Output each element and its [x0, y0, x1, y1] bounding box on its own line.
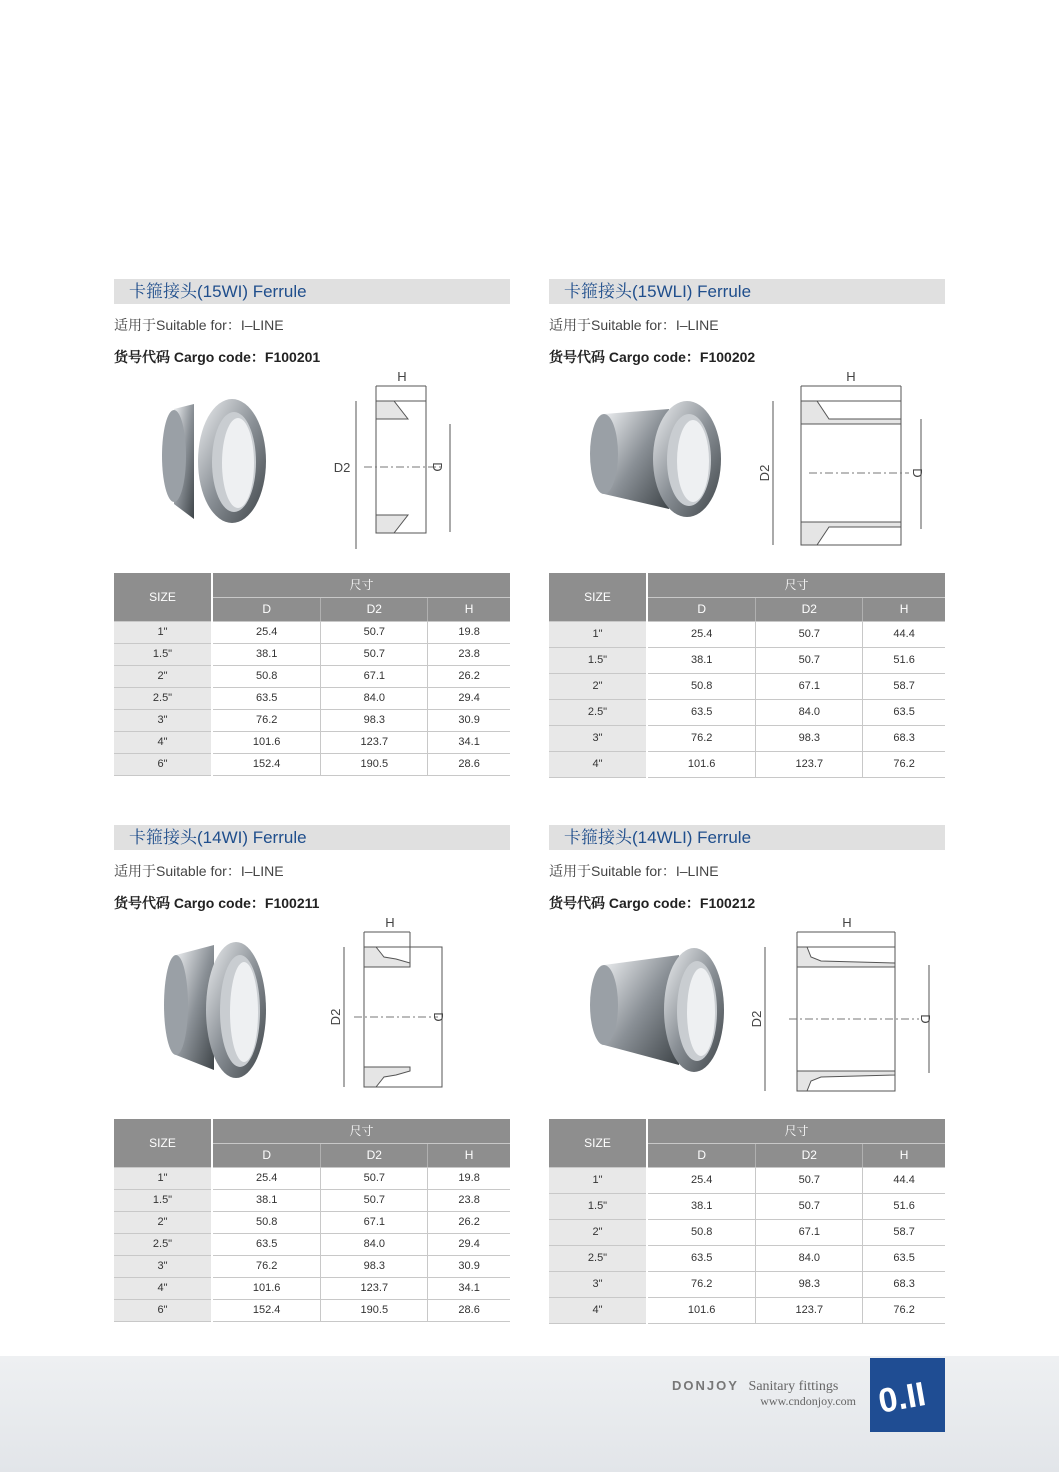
- dim-d-label: D: [431, 1012, 446, 1022]
- h-cell: 58.7: [863, 673, 945, 699]
- table-row: [549, 1193, 945, 1219]
- h-cell: 51.6: [863, 647, 945, 673]
- h-cell: 30.9: [428, 709, 510, 731]
- size-cell: 4": [114, 731, 212, 753]
- logo-text: 0.II: [875, 1375, 929, 1421]
- spec-table: [114, 573, 510, 776]
- size-cell: 3": [549, 1271, 647, 1297]
- d-cell: 76.2: [647, 725, 756, 751]
- size-cell: 2": [114, 1211, 212, 1233]
- dimension-header: 尺寸: [212, 1119, 510, 1143]
- h-cell: 23.8: [428, 1189, 510, 1211]
- table-row: [549, 725, 945, 751]
- table-row: [549, 1167, 945, 1193]
- section-title: 卡箍接头(14WI) Ferrule: [114, 825, 510, 850]
- d-cell: 101.6: [212, 731, 321, 753]
- d2-cell: 98.3: [321, 709, 428, 731]
- cargo-code: 货号代码 Cargo code：F100212: [549, 895, 756, 911]
- d-cell: 25.4: [647, 621, 756, 647]
- size-cell: 3": [114, 1255, 212, 1277]
- table-row: [114, 1211, 510, 1233]
- d2-cell: 190.5: [321, 1299, 428, 1321]
- product-section-15wi: [114, 279, 510, 770]
- d-cell: 38.1: [212, 643, 321, 665]
- col-h: H: [428, 597, 510, 621]
- d-cell: 50.8: [647, 673, 756, 699]
- table-row: [114, 731, 510, 753]
- d-cell: 152.4: [212, 753, 321, 775]
- d-cell: 76.2: [212, 709, 321, 731]
- size-cell: 1": [114, 1167, 212, 1189]
- table-row: [114, 643, 510, 665]
- col-h: H: [863, 597, 945, 621]
- size-cell: 2.5": [114, 687, 212, 709]
- col-d: D: [212, 597, 321, 621]
- d-cell: 63.5: [647, 699, 756, 725]
- d2-cell: 190.5: [321, 753, 428, 775]
- d2-cell: 67.1: [321, 1211, 428, 1233]
- h-cell: 26.2: [428, 665, 510, 687]
- d2-cell: 98.3: [756, 725, 863, 751]
- spec-table: [114, 1119, 510, 1322]
- h-cell: 29.4: [428, 687, 510, 709]
- dim-d-label: D: [910, 468, 925, 478]
- product-illustration: [549, 915, 945, 1125]
- size-cell: 4": [114, 1277, 212, 1299]
- d-cell: 25.4: [212, 1167, 321, 1189]
- d2-cell: 123.7: [756, 751, 863, 777]
- table-row: [549, 647, 945, 673]
- d2-cell: 50.7: [321, 643, 428, 665]
- col-h: H: [863, 1143, 945, 1167]
- h-cell: 76.2: [863, 1297, 945, 1323]
- d-cell: 50.8: [647, 1219, 756, 1245]
- table-row: [549, 751, 945, 777]
- d2-cell: 50.7: [756, 621, 863, 647]
- product-section-14wi: [114, 825, 510, 1316]
- d2-cell: 84.0: [321, 687, 428, 709]
- size-header: SIZE: [114, 1119, 212, 1167]
- h-cell: 63.5: [863, 1245, 945, 1271]
- product-section-14wli: [549, 825, 945, 1316]
- table-row: [549, 1219, 945, 1245]
- d2-cell: 50.7: [756, 647, 863, 673]
- spec-table: [549, 573, 945, 778]
- brand-name: DONJOY: [672, 1378, 739, 1393]
- table-row: [114, 1255, 510, 1277]
- size-cell: 1.5": [549, 647, 647, 673]
- col-d: D: [647, 597, 756, 621]
- table-row: [114, 1233, 510, 1255]
- table-row: [114, 753, 510, 775]
- d2-cell: 84.0: [756, 699, 863, 725]
- d2-cell: 84.0: [756, 1245, 863, 1271]
- ferrule-section-drawing: [749, 369, 1059, 569]
- d2-cell: 123.7: [756, 1297, 863, 1323]
- size-cell: 1.5": [114, 1189, 212, 1211]
- h-cell: 58.7: [863, 1219, 945, 1245]
- table-row: [114, 687, 510, 709]
- table-row: [114, 709, 510, 731]
- d-cell: 63.5: [212, 687, 321, 709]
- d-cell: 63.5: [212, 1233, 321, 1255]
- suitable-for-text: 适用于Suitable for：I–LINE: [549, 317, 719, 333]
- h-cell: 30.9: [428, 1255, 510, 1277]
- cargo-code: 货号代码 Cargo code：F100211: [114, 895, 320, 911]
- table-row: [114, 1167, 510, 1189]
- spec-table: [549, 1119, 945, 1324]
- h-cell: 28.6: [428, 1299, 510, 1321]
- size-cell: 2": [114, 665, 212, 687]
- dim-h-label: H: [397, 369, 407, 384]
- suitable-for-text: 适用于Suitable for：I–LINE: [549, 863, 719, 879]
- h-cell: 23.8: [428, 643, 510, 665]
- h-cell: 68.3: [863, 725, 945, 751]
- h-cell: 63.5: [863, 699, 945, 725]
- h-cell: 68.3: [863, 1271, 945, 1297]
- h-cell: 44.4: [863, 1167, 945, 1193]
- website-text: www.cndonjoy.com: [760, 1394, 856, 1408]
- h-cell: 34.1: [428, 1277, 510, 1299]
- section-title: 卡箍接头(15WLI) Ferrule: [549, 279, 945, 304]
- table-row: [549, 1271, 945, 1297]
- size-cell: 1": [114, 621, 212, 643]
- size-cell: 1.5": [114, 643, 212, 665]
- size-cell: 1": [549, 1167, 647, 1193]
- col-d: D: [647, 1143, 756, 1167]
- h-cell: 19.8: [428, 621, 510, 643]
- dim-d2-label: D2: [757, 464, 772, 482]
- d-cell: 50.8: [212, 665, 321, 687]
- suitable-for-text: 适用于Suitable for：I–LINE: [114, 317, 284, 333]
- d2-cell: 50.7: [321, 1167, 428, 1189]
- brand-line: [672, 1378, 838, 1395]
- size-header: SIZE: [549, 1119, 647, 1167]
- col-d2: D2: [321, 597, 428, 621]
- section-title: 卡箍接头(15WI) Ferrule: [114, 279, 510, 304]
- d-cell: 25.4: [212, 621, 321, 643]
- h-cell: 76.2: [863, 751, 945, 777]
- table-row: [549, 1297, 945, 1323]
- dimension-header: 尺寸: [647, 573, 945, 597]
- d2-cell: 50.7: [321, 621, 428, 643]
- d2-cell: 84.0: [321, 1233, 428, 1255]
- h-cell: 44.4: [863, 621, 945, 647]
- dim-d2-label: D2: [749, 1010, 764, 1028]
- dim-h-label: H: [842, 915, 852, 930]
- col-d2: D2: [756, 1143, 863, 1167]
- d2-cell: 50.7: [756, 1193, 863, 1219]
- d-cell: 101.6: [647, 751, 756, 777]
- d-cell: 50.8: [212, 1211, 321, 1233]
- d2-cell: 98.3: [756, 1271, 863, 1297]
- size-cell: 1.5": [549, 1193, 647, 1219]
- table-row: [549, 673, 945, 699]
- d-cell: 101.6: [647, 1297, 756, 1323]
- dim-h-label: H: [385, 915, 395, 930]
- d-cell: 101.6: [212, 1277, 321, 1299]
- d2-cell: 50.7: [756, 1167, 863, 1193]
- h-cell: 51.6: [863, 1193, 945, 1219]
- logo-icon: [870, 1358, 945, 1432]
- dim-d-label: D: [918, 1014, 933, 1024]
- table-row: [549, 1245, 945, 1271]
- d-cell: 38.1: [212, 1189, 321, 1211]
- dim-d2-label: D2: [333, 460, 351, 475]
- d-cell: 76.2: [647, 1271, 756, 1297]
- product-section-15wli: [549, 279, 945, 770]
- dimension-header: 尺寸: [647, 1119, 945, 1143]
- dim-d-label: D: [430, 462, 445, 472]
- logo-mark: [870, 1358, 945, 1432]
- d-cell: 152.4: [212, 1299, 321, 1321]
- size-cell: 3": [114, 709, 212, 731]
- d2-cell: 67.1: [321, 665, 428, 687]
- d2-cell: 50.7: [321, 1189, 428, 1211]
- section-title: 卡箍接头(14WLI) Ferrule: [549, 825, 945, 850]
- d-cell: 25.4: [647, 1167, 756, 1193]
- col-d: D: [212, 1143, 321, 1167]
- h-cell: 28.6: [428, 753, 510, 775]
- table-row: [114, 665, 510, 687]
- cargo-code: 货号代码 Cargo code：F100202: [549, 349, 756, 365]
- size-header: SIZE: [114, 573, 212, 621]
- size-cell: 4": [549, 1297, 647, 1323]
- d-cell: 38.1: [647, 647, 756, 673]
- col-h: H: [428, 1143, 510, 1167]
- d-cell: 76.2: [212, 1255, 321, 1277]
- dim-d2-label: D2: [328, 1008, 343, 1026]
- ferrule-section-drawing: [749, 915, 1059, 1115]
- size-header: SIZE: [549, 573, 647, 621]
- col-d2: D2: [756, 597, 863, 621]
- brand-tagline: Sanitary fittings: [748, 1379, 839, 1394]
- cargo-code: 货号代码 Cargo code：F100201: [114, 349, 321, 365]
- col-d2: D2: [321, 1143, 428, 1167]
- d2-cell: 98.3: [321, 1255, 428, 1277]
- table-row: [549, 621, 945, 647]
- table-row: [114, 1189, 510, 1211]
- h-cell: 19.8: [428, 1167, 510, 1189]
- size-cell: 4": [549, 751, 647, 777]
- dim-h-label: H: [846, 369, 856, 384]
- table-row: [114, 621, 510, 643]
- size-cell: 1": [549, 621, 647, 647]
- d2-cell: 123.7: [321, 731, 428, 753]
- d2-cell: 123.7: [321, 1277, 428, 1299]
- size-cell: 2": [549, 1219, 647, 1245]
- table-row: [114, 1277, 510, 1299]
- d-cell: 38.1: [647, 1193, 756, 1219]
- size-cell: 2.5": [549, 1245, 647, 1271]
- dimension-header: 尺寸: [212, 573, 510, 597]
- h-cell: 29.4: [428, 1233, 510, 1255]
- product-illustration: [549, 369, 945, 579]
- product-illustration: [114, 369, 510, 579]
- d-cell: 63.5: [647, 1245, 756, 1271]
- d2-cell: 67.1: [756, 673, 863, 699]
- size-cell: 2.5": [549, 699, 647, 725]
- product-illustration: [114, 915, 510, 1125]
- size-cell: 2": [549, 673, 647, 699]
- h-cell: 34.1: [428, 731, 510, 753]
- table-row: [114, 1299, 510, 1321]
- table-row: [549, 699, 945, 725]
- d2-cell: 67.1: [756, 1219, 863, 1245]
- h-cell: 26.2: [428, 1211, 510, 1233]
- size-cell: 3": [549, 725, 647, 751]
- size-cell: 6": [114, 1299, 212, 1321]
- size-cell: 2.5": [114, 1233, 212, 1255]
- suitable-for-text: 适用于Suitable for：I–LINE: [114, 863, 284, 879]
- size-cell: 6": [114, 753, 212, 775]
